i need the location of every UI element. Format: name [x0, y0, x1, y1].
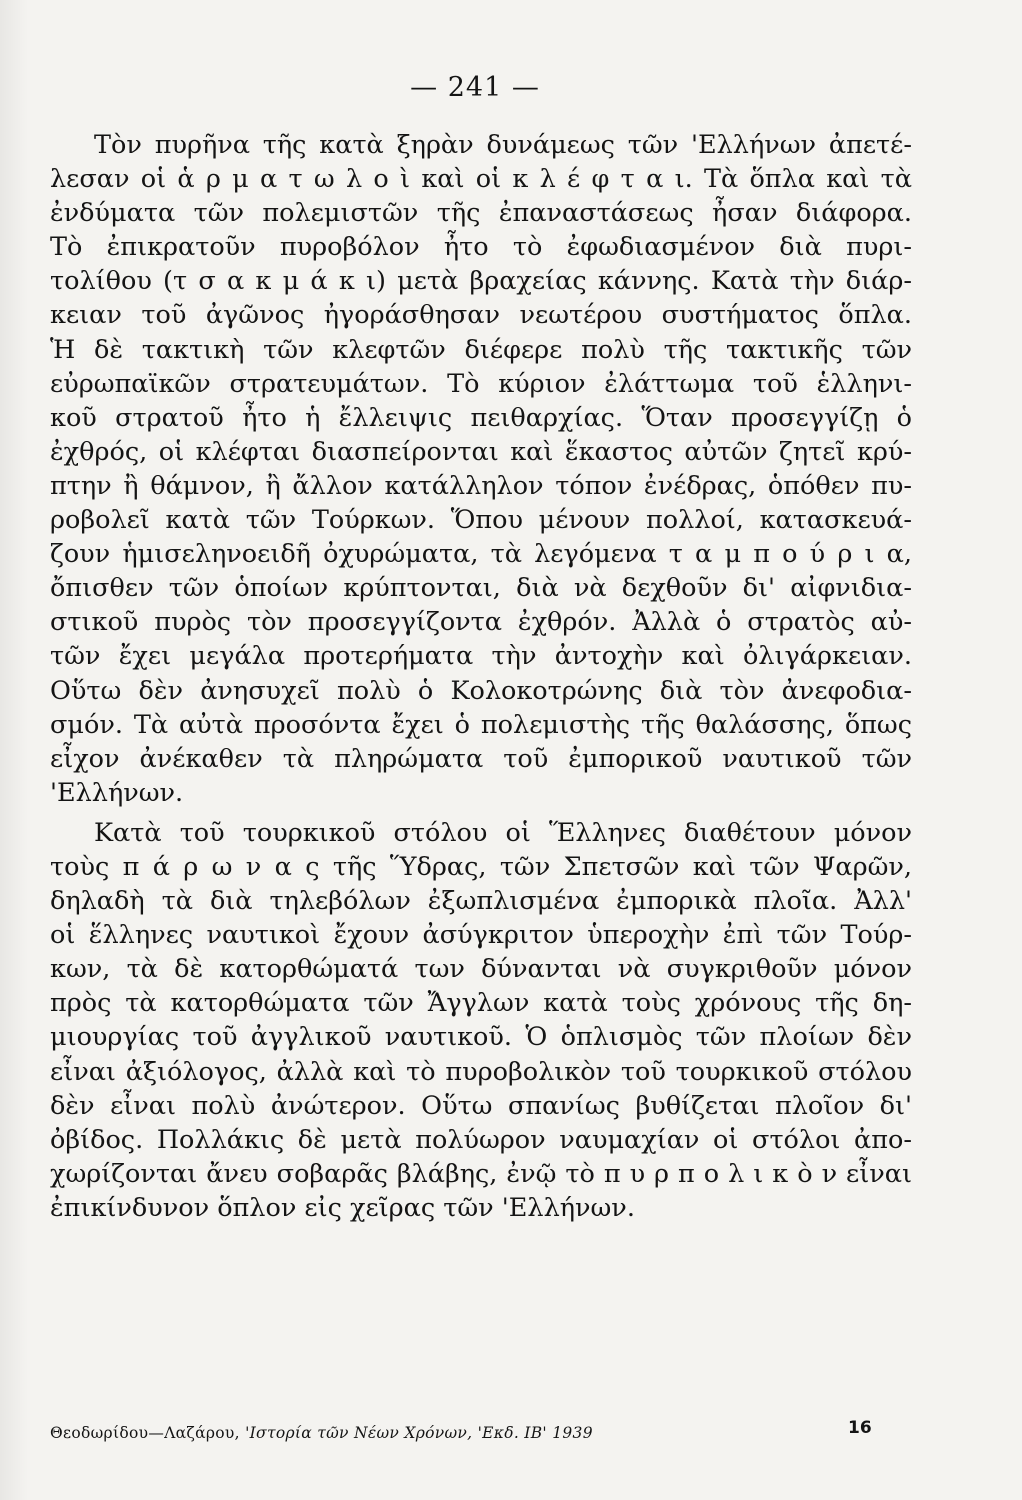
- page-number: — 241 —: [410, 72, 540, 103]
- text-line: τῶν ἔχει μεγάλα προτερήματα τὴν ἀντοχὴν καὶ ὀλιγάρκειαν.: [50, 641, 912, 672]
- text-line: πτην ἢ θάμνον, ἢ ἄλλον κατάλληλον τόπον ἐνέδρας, ὁπόθεν πυ-: [50, 470, 912, 501]
- text-line: Τὸν πυρῆνα τῆς κατὰ ξηρὰν δυνάμεως τῶν 'Ελλήνων ἀπετέ-: [94, 130, 912, 160]
- text-line: λεσαν οἱ ἁ ρ μ α τ ω λ ο ὶ καὶ οἱ κ λ έ φ τ α ι. Τὰ ὅπλα καὶ τὰ: [50, 164, 912, 195]
- text-line: Τὸ ἐπικρατοῦν πυροβόλον ἦτο τὸ ἐφωδιασμένον διὰ πυρι-: [50, 232, 912, 263]
- text-line: χωρίζονται ἄνευ σοβαρᾶς βλάβης, ἐνῷ τὸ π υ ρ π ο λ ι κ ὸ ν εἶναι: [50, 1158, 912, 1189]
- text-line: πρὸς τὰ κατορθώματα τῶν Ἄγγλων κατὰ τοὺς χρόνους τῆς δη-: [50, 988, 912, 1019]
- text-line: ὄπισθεν τῶν ὁποίων κρύπτονται, διὰ νὰ δεχθοῦν δι' αἰφνιδια-: [50, 573, 912, 604]
- text-line: Ἡ δὲ τακτικὴ τῶν κλεφτῶν διέφερε πολὺ τῆς τακτικῆς τῶν: [50, 334, 912, 365]
- sheet-number: 16: [848, 1418, 872, 1438]
- text-line: ὀβίδος. Πολλάκις δὲ μετὰ πολύωρον ναυμαχίαν οἱ στόλοι ἀπο-: [50, 1124, 912, 1155]
- paragraph-2: [50, 816, 912, 1225]
- text-line: δὲν εἶναι πολὺ ἀνώτερον. Οὕτω σπανίως βυθίζεται πλοῖον δι': [50, 1090, 912, 1121]
- text-line: 'Ελλήνων.: [50, 777, 184, 808]
- footer-book-title: 'Ιστορία τῶν Νέων Χρόνων, 'Εκδ. ΙΒ' 1939: [245, 1424, 593, 1442]
- footer-citation: [50, 1424, 880, 1442]
- footer-authors: Θεοδωρίδου—Λαζάρου,: [50, 1424, 246, 1442]
- text-line: δηλαδὴ τὰ διὰ τηλεβόλων ἐξωπλισμένα ἐμπορικὰ πλοῖα. Ἀλλ': [50, 886, 912, 917]
- text-line: εἶχον ἀνέκαθεν τὰ πληρώματα τοῦ ἐμπορικοῦ ναυτικοῦ τῶν: [50, 743, 912, 774]
- text-line: ἐχθρός, οἱ κλέφται διασπείρονται καὶ ἕκαστος αὐτῶν ζητεῖ κρύ-: [50, 436, 912, 467]
- text-line: στικοῦ πυρὸς τὸν προσεγγίζοντα ἐχθρόν. Ἀλλὰ ὁ στρατὸς αὐ-: [50, 607, 912, 638]
- text-line: σμόν. Τὰ αὐτὰ προσόντα ἔχει ὁ πολεμιστὴς τῆς θαλάσσης, ὅπως: [50, 709, 912, 740]
- text-line: εὐρωπαϊκῶν στρατευμάτων. Τὸ κύριον ἐλάττωμα τοῦ ἑλληνι-: [50, 368, 912, 399]
- text-line: κειαν τοῦ ἀγῶνος ἠγοράσθησαν νεωτέρου συστήματος ὅπλα.: [50, 300, 912, 331]
- text-line: ροβολεῖ κατὰ τῶν Τούρκων. Ὅπου μένουν πολλοί, κατασκευά-: [50, 505, 912, 536]
- text-line: μιουργίας τοῦ ἀγγλικοῦ ναυτικοῦ. Ὁ ὁπλισμὸς τῶν πλοίων δὲν: [50, 1022, 912, 1053]
- body-text: [50, 128, 912, 1225]
- text-line: ἐνδύματα τῶν πολεμιστῶν τῆς ἐπαναστάσεως ἦσαν διάφορα.: [50, 198, 912, 229]
- text-line: κων, τὰ δὲ κατορθώματά των δύνανται νὰ συγκριθοῦν μόνον: [50, 954, 912, 985]
- text-line: οἱ ἕλληνες ναυτικοὶ ἔχουν ἀσύγκριτον ὑπεροχὴν ἐπὶ τῶν Τούρ-: [50, 920, 912, 951]
- text-line: ἐπικίνδυνον ὅπλον εἰς χεῖρας τῶν 'Ελλήνων.: [50, 1192, 635, 1223]
- text-line: Κατὰ τοῦ τουρκικοῦ στόλου οἱ Ἕλληνες διαθέτουν μόνον: [94, 817, 912, 848]
- text-line: Οὕτω δὲν ἀνησυχεῖ πολὺ ὁ Κολοκοτρώνης διὰ τὸν ἀνεφοδια-: [50, 675, 912, 706]
- text-line: κοῦ στρατοῦ ἦτο ἡ ἔλλειψις πειθαρχίας. Ὅταν προσεγγίζῃ ὁ: [50, 402, 912, 433]
- text-line: τοὺς π ά ρ ω ν α ς τῆς Ὕδρας, τῶν Σπετσῶν καὶ τῶν Ψαρῶν,: [50, 851, 912, 882]
- paragraph-1: [50, 128, 912, 810]
- text-line: ζουν ἡμισεληνοειδῆ ὀχυρώματα, τὰ λεγόμενα τ α μ π ο ύ ρ ι α,: [50, 539, 912, 570]
- text-line: εἶναι ἀξιόλογος, ἀλλὰ καὶ τὸ πυροβολικὸν τοῦ τουρκικοῦ στόλου: [50, 1056, 912, 1087]
- text-line: τολίθου (τ σ α κ μ ά κ ι) μετὰ βραχείας κάννης. Κατὰ τὴν διάρ-: [50, 266, 912, 297]
